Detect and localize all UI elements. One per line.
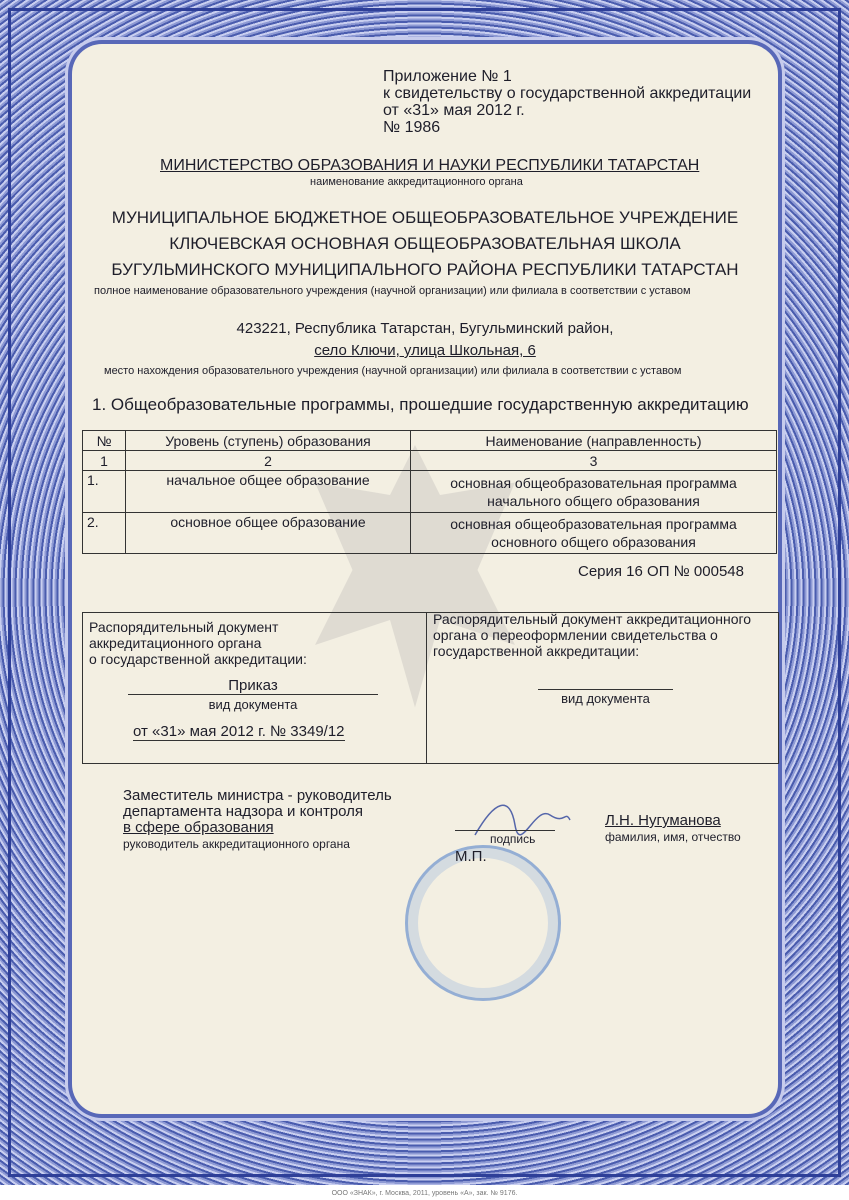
table-row [83,471,777,513]
official-seal [405,845,561,1001]
blank-line [538,689,673,690]
label-line: органа о переоформлении свидетельства о [433,627,718,643]
order-box [82,612,779,764]
label-line: аккредитационного органа [89,635,262,651]
table-row [83,513,777,554]
program-name: основного общего образования [491,534,696,550]
address-line: село Ключи, улица Школьная, 6 [314,342,536,359]
table-cell: 2 [126,451,411,471]
printer-imprint: ООО «ЗНАК», г. Москва, 2011, уровень «А», зак. № 9176. [331,1190,518,1197]
document-type: Приказ [128,677,378,695]
signatory-position [123,788,392,852]
address-line: 423221, Республика Татарстан, Бугульминский район, [236,320,614,337]
appendix-reference: к свидетельству о государственной аккредитации [383,85,752,102]
position-caption: руководитель аккредитационного органа [123,837,350,851]
position-line: Заместитель министра - руководитель [123,787,392,804]
table-cell: 2. [83,513,126,554]
label-line: государственной аккредитации: [433,643,640,659]
appendix-date: от «31» мая 2012 г. [383,102,525,119]
section-title: 1. Общеобразовательные программы, прошедшие государственную аккредитацию [92,395,749,414]
name-caption: фамилия, имя, отчество [605,830,741,844]
authority-name: МИНИСТЕРСТВО ОБРАЗОВАНИЯ И НАУКИ РЕСПУБЛИКИ ТАТАРСТАН [160,157,700,174]
table-cell: 1. [83,471,126,513]
certificate-number: № 1986 [383,119,441,136]
address [75,318,775,362]
signature-line [455,830,555,831]
order-date-number: от «31» мая 2012 г. № 3349/12 [133,723,345,740]
label-line: Распорядительный документ [89,619,279,635]
institution-line: КЛЮЧЕВСКАЯ ОСНОВНАЯ ОБЩЕОБРАЗОВАТЕЛЬНАЯ ШКОЛА [169,234,681,253]
table-cell [411,471,777,513]
table-cell: начальное общее образование [126,471,411,513]
program-name: основная общеобразовательная программа [450,474,737,491]
appendix-header [383,68,751,136]
table-cell [411,513,777,554]
order-left-label [89,619,307,667]
divider [426,613,427,763]
signatory-name: Л.Н. Нугуманова [605,812,721,829]
institution-line: МУНИЦИПАЛЬНОЕ БЮДЖЕТНОЕ ОБЩЕОБРАЗОВАТЕЛЬНОЕ УЧРЕЖДЕНИЕ [111,208,739,227]
column-header: Уровень (ступень) образования [126,431,411,451]
table-row [83,451,777,471]
column-header: Наименование (направленность) [411,431,777,451]
table-cell: 1 [83,451,126,471]
authority-caption: наименование аккредитационного органа [310,176,523,188]
institution-name [75,205,775,283]
institution-line: БУГУЛЬМИНСКОГО МУНИЦИПАЛЬНОГО РАЙОНА РЕСПУБЛИКИ ТАТАРСТАН [111,260,739,279]
table-cell: основное общее образование [126,513,411,554]
institution-caption: полное наименование образовательного учреждения (научной организации) или филиала в соответствии с уставом [94,285,691,297]
table-header-row [83,431,777,451]
label-line: о государственной аккредитации: [89,651,307,667]
document-type-caption: вид документа [208,697,298,712]
serial-number: Серия 16 ОП № 000548 [578,563,744,580]
programs-table [82,430,777,554]
document-type-caption: вид документа [561,691,650,706]
address-caption: место нахождения образовательного учреждения (научной организации) или филиала в соответствии с уставом [104,365,682,377]
appendix-number: Приложение № 1 [383,68,512,85]
program-name: начального общего образования [487,492,700,509]
signature-caption: подпись [490,832,536,846]
seal-place-mark: М.П. [455,848,487,865]
label-line: Распорядительный документ аккредитационного [433,611,752,627]
table-cell: 3 [411,451,777,471]
column-header: № [83,431,126,451]
order-right-label [433,611,751,659]
position-line: в сфере образования [123,819,274,836]
program-name: основная общеобразовательная программа [450,516,737,532]
position-line: департамента надзора и контроля [123,803,364,820]
